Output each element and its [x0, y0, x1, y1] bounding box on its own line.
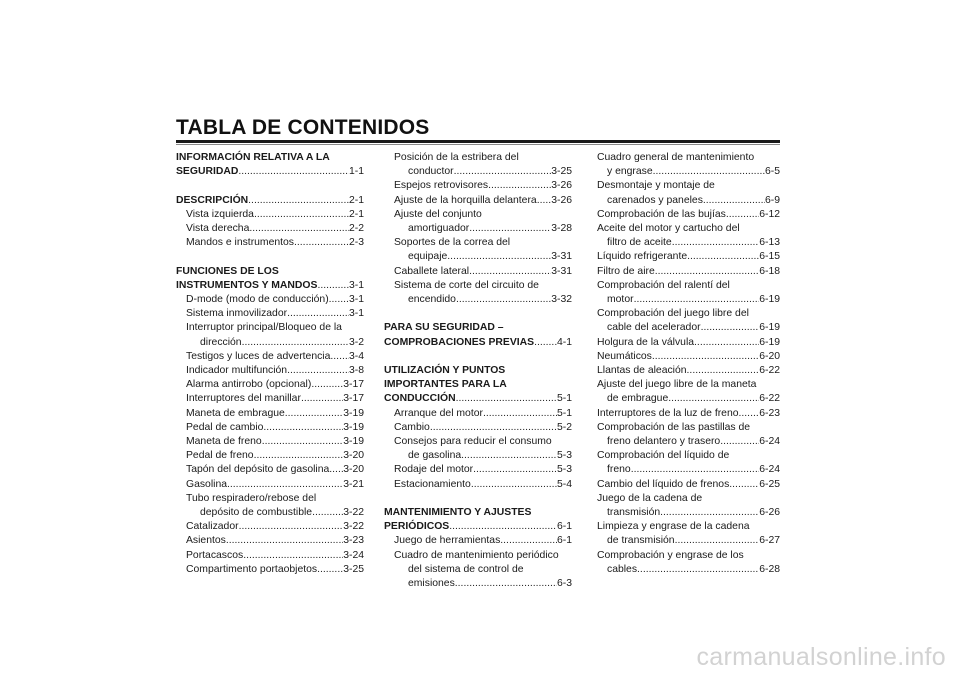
dot-leader — [652, 350, 759, 364]
toc-entry[interactable] — [597, 208, 780, 222]
toc-column-3 — [597, 151, 780, 577]
toc-entry[interactable] — [176, 421, 364, 435]
toc-entry-title: Vista izquierda — [186, 208, 254, 220]
toc-entry[interactable] — [176, 549, 364, 563]
toc-entry-line: Posición de la estribera del — [394, 152, 519, 163]
toc-entry-title: Maneta de embrague — [186, 407, 285, 419]
dot-leader — [655, 265, 759, 279]
dot-leader — [634, 293, 760, 307]
dot-leader — [254, 208, 349, 222]
toc-page-number: 6-12 — [759, 208, 780, 220]
toc-entry-line: Aceite del motor y cartucho del — [597, 223, 740, 235]
toc-entry-title: Testigos y luces de advertencia — [186, 350, 331, 362]
toc-entry[interactable] — [176, 478, 364, 492]
toc-entry-title: cables — [607, 563, 638, 575]
dot-leader — [317, 563, 343, 577]
toc-entry-line: Comprobación del líquido de — [597, 450, 730, 462]
toc-entry[interactable] — [176, 321, 364, 349]
dot-leader — [447, 250, 551, 264]
dot-leader — [675, 534, 760, 548]
toc-column-2 — [384, 151, 572, 591]
toc-entry-title: amortiguador — [408, 223, 470, 235]
toc-entry-line: Consejos para reducir el consumo — [394, 436, 552, 448]
toc-entry[interactable] — [597, 265, 780, 279]
toc-entry-title: Catalizador — [186, 521, 239, 533]
toc-entry-title: SEGURIDAD — [176, 166, 239, 178]
toc-page-number: 6-22 — [759, 393, 780, 405]
toc-entry-title: Comprobación de las bujías — [597, 208, 726, 220]
toc-entry-title: INSTRUMENTOS Y MANDOS — [176, 279, 318, 291]
dot-leader — [430, 421, 557, 435]
toc-page-number: 6-5 — [764, 166, 780, 178]
toc-entry-line: del sistema de control de — [408, 563, 524, 575]
toc-page-number: 3-26 — [551, 180, 572, 192]
dot-leader — [500, 534, 557, 548]
toc-entry-line: INFORMACIÓN RELATIVA A LA — [176, 152, 330, 163]
toc-page-number: 5-3 — [556, 450, 572, 462]
toc-page-number: 3-19 — [343, 436, 364, 448]
toc-page-number: 2-3 — [348, 237, 364, 249]
toc-page-number: 6-24 — [759, 464, 780, 476]
toc-entry-title: COMPROBACIONES PREVIAS — [384, 336, 535, 348]
dot-leader — [449, 520, 557, 534]
toc-entry-title: Pedal de freno — [186, 450, 254, 462]
dot-leader — [537, 194, 552, 208]
toc-entry-title: de transmisión — [607, 535, 675, 547]
toc-page-number: 3-20 — [343, 450, 364, 462]
toc-entry[interactable] — [597, 492, 780, 520]
toc-page-number: 2-1 — [348, 208, 364, 220]
toc-page-number: 5-1 — [556, 407, 572, 419]
toc-page-number: 4-1 — [556, 336, 572, 348]
toc-entry[interactable] — [597, 478, 780, 492]
toc-page-number: 3-19 — [343, 421, 364, 433]
toc-page-number: 6-1 — [556, 535, 572, 547]
toc-entry-title: PERIÓDICOS — [384, 521, 450, 533]
dot-leader — [739, 407, 760, 421]
toc-section[interactable] — [176, 151, 364, 179]
toc-entry[interactable] — [384, 549, 572, 592]
toc-entry[interactable] — [176, 407, 364, 421]
toc-entry-line: Sistema de corte del circuito de — [394, 279, 539, 291]
toc-page-number: 3-24 — [343, 549, 364, 561]
toc-entry-title: Cambio — [394, 421, 430, 433]
toc-page-number: 3-17 — [343, 379, 364, 391]
dot-leader — [227, 478, 343, 492]
toc-entry-title: Gasolina — [186, 478, 228, 490]
toc-entry[interactable] — [176, 563, 364, 577]
toc-entry-title: Alarma antirrobo (opcional) — [186, 379, 312, 391]
toc-page-number: 3-1 — [348, 294, 364, 305]
toc-page-number: 2-1 — [348, 194, 364, 206]
dot-leader — [461, 449, 557, 463]
toc-entry[interactable] — [597, 179, 780, 207]
toc-section[interactable] — [384, 321, 572, 349]
dot-leader — [687, 364, 760, 378]
toc-entry-line: UTILIZACIÓN Y PUNTOS — [384, 365, 506, 377]
toc-entry[interactable] — [597, 151, 780, 179]
toc-page-number: 6-13 — [759, 237, 780, 249]
dot-leader — [456, 293, 551, 307]
toc-entry-title: Llantas de aleación — [597, 365, 687, 377]
toc-page-number: 3-32 — [551, 294, 572, 306]
toc-entry-title: depósito de combustible — [200, 507, 313, 519]
dot-leader — [488, 179, 551, 193]
toc-entry[interactable] — [176, 449, 364, 463]
toc-entry[interactable] — [597, 421, 780, 449]
toc-entry[interactable] — [176, 435, 364, 449]
section-gap — [176, 179, 364, 193]
toc-entry[interactable] — [597, 378, 780, 406]
toc-page-number: 3-1 — [348, 308, 364, 320]
toc-page-number: 3-31 — [551, 265, 572, 277]
dot-leader — [254, 449, 344, 463]
toc-entry-title: transmisión — [607, 507, 661, 519]
toc-entry-title: Holgura de la válvula — [597, 336, 695, 348]
toc-page-number: 5-1 — [556, 393, 572, 405]
title-rule-shadow — [176, 144, 780, 145]
toc-entry[interactable] — [176, 534, 364, 548]
toc-section[interactable] — [176, 265, 364, 293]
toc-entry[interactable] — [597, 407, 780, 421]
section-gap — [384, 492, 572, 506]
toc-entry-title: equipaje — [408, 251, 448, 263]
toc-entry[interactable] — [384, 208, 572, 236]
toc-entry-title: cable del acelerador — [607, 322, 701, 334]
dot-leader — [726, 208, 759, 222]
dot-leader — [311, 378, 343, 392]
toc-entry[interactable] — [597, 336, 780, 350]
toc-entry[interactable] — [597, 449, 780, 477]
toc-page-number: 3-31 — [551, 251, 572, 263]
toc-entry[interactable] — [597, 279, 780, 307]
toc-entry-line: Cuadro de mantenimiento periódico — [394, 549, 559, 561]
dot-leader — [301, 392, 343, 406]
dot-leader — [456, 392, 557, 406]
toc-entry-title: Caballete lateral — [394, 265, 470, 277]
toc-page-number: 3-4 — [348, 350, 364, 362]
toc-entry[interactable] — [176, 236, 364, 250]
dot-leader — [242, 336, 349, 350]
toc-entry-title: emisiones — [408, 578, 455, 590]
dot-leader — [330, 350, 349, 364]
toc-entry-title: Líquido refrigerante — [597, 251, 688, 263]
toc-entry-title: Mandos e instrumentos — [186, 237, 295, 249]
dot-leader — [469, 265, 551, 279]
dot-leader — [653, 165, 765, 179]
dot-leader — [239, 520, 344, 534]
toc-page-number: 3-20 — [343, 464, 364, 476]
toc-entry-line: IMPORTANTES PARA LA — [384, 379, 507, 391]
dot-leader — [668, 392, 759, 406]
toc-section[interactable] — [384, 506, 572, 534]
toc-entry[interactable] — [384, 421, 572, 435]
toc-page-number: 5-2 — [556, 421, 572, 433]
toc-entry-title: Asientos — [186, 535, 226, 547]
toc-entry-title: de embrague — [607, 393, 669, 405]
dot-leader — [703, 194, 765, 208]
toc-entry-line: Juego de la cadena de — [597, 492, 703, 504]
dot-leader — [262, 435, 344, 449]
dot-leader — [660, 506, 759, 520]
dot-leader — [637, 563, 759, 577]
toc-entry-line: Ajuste del conjunto — [394, 208, 482, 220]
toc-page-number: 3-23 — [343, 535, 364, 547]
toc-entry[interactable] — [176, 293, 364, 307]
toc-entry-title: Pedal de cambio — [186, 421, 264, 433]
dot-leader — [317, 279, 349, 293]
toc-entry[interactable] — [597, 549, 780, 577]
toc-entry[interactable] — [176, 350, 364, 364]
dot-leader — [238, 165, 349, 179]
dot-leader — [454, 165, 552, 179]
toc-entry[interactable] — [384, 435, 572, 463]
toc-page-number: 3-28 — [551, 223, 572, 235]
toc-page-number: 3-1 — [348, 279, 364, 291]
toc-entry-title: Filtro de aire — [597, 265, 655, 277]
toc-entry[interactable] — [176, 492, 364, 520]
toc-entry-title: Estacionamiento — [394, 478, 471, 490]
toc-entry[interactable] — [384, 279, 572, 307]
toc-entry-line: Interruptor principal/Bloqueo de la — [186, 322, 342, 334]
toc-entry-title: DESCRIPCIÓN — [176, 194, 249, 206]
dot-leader — [694, 336, 759, 350]
toc-entry-title: D-mode (modo de conducción) — [186, 294, 329, 305]
toc-page-number: 6-24 — [759, 436, 780, 448]
dot-leader — [249, 222, 349, 236]
toc-entry-title: Portacascos — [186, 549, 244, 561]
toc-entry-title: de gasolina — [408, 450, 462, 462]
section-gap — [176, 250, 364, 264]
toc-page-number: 6-15 — [759, 251, 780, 263]
toc-page-number: 6-23 — [759, 407, 780, 419]
toc-entry[interactable] — [384, 407, 572, 421]
dot-leader — [248, 194, 349, 208]
toc-entry-title: Indicador multifunción — [186, 365, 288, 377]
toc-entry[interactable] — [176, 520, 364, 534]
toc-entry-line: Cuadro general de mantenimiento — [597, 152, 755, 163]
toc-entry[interactable] — [384, 478, 572, 492]
toc-page-number: 6-19 — [759, 336, 780, 348]
toc-page-number: 3-21 — [343, 478, 364, 490]
title-rule — [176, 140, 780, 143]
toc-column-1 — [176, 151, 364, 577]
toc-entry-title: filtro de aceite — [607, 237, 672, 249]
dot-leader — [285, 407, 343, 421]
toc-page-number: 5-3 — [556, 464, 572, 476]
toc-entry-title: Compartimento portaobjetos — [186, 563, 318, 575]
toc-entry-title: dirección — [200, 336, 242, 348]
toc-page-number: 6-25 — [759, 478, 780, 490]
toc-page-number: 6-20 — [759, 350, 780, 362]
toc-page-number: 1-1 — [348, 166, 364, 178]
toc-entry[interactable] — [384, 151, 572, 179]
toc-entry[interactable] — [176, 392, 364, 406]
toc-entry-title: Sistema inmovilizador — [186, 308, 288, 320]
toc-entry-title: Arranque del motor — [394, 407, 483, 419]
toc-entry-line: Ajuste del juego libre de la maneta — [597, 379, 757, 391]
dot-leader — [329, 463, 343, 477]
toc-entry-line: Comprobación de las pastillas de — [597, 421, 751, 433]
toc-entry[interactable] — [384, 179, 572, 193]
toc-entry-title: Espejos retrovisores — [394, 180, 489, 192]
dot-leader — [534, 336, 557, 350]
toc-entry[interactable] — [176, 364, 364, 378]
toc-page-number: 3-25 — [551, 166, 572, 178]
toc-entry-title: Ajuste de la horquilla delantera — [394, 194, 537, 206]
toc-entry-line: Comprobación del juego libre del — [597, 308, 749, 320]
dot-leader — [483, 407, 557, 421]
toc-entry-title: Maneta de freno — [186, 436, 262, 448]
watermark: carmanualsonline.info — [696, 643, 946, 671]
toc-page-number: 6-9 — [764, 194, 780, 206]
dot-leader — [729, 478, 759, 492]
dot-leader — [312, 506, 343, 520]
toc-entry-title: Neumáticos — [597, 350, 652, 362]
section-gap — [384, 350, 572, 364]
toc-page-number: 3-19 — [343, 407, 364, 419]
toc-page-number: 3-25 — [343, 563, 364, 575]
dot-leader — [243, 549, 343, 563]
toc-page-number: 6-3 — [556, 578, 572, 590]
toc-entry[interactable] — [597, 520, 780, 548]
toc-entry[interactable] — [597, 222, 780, 250]
toc-entry[interactable] — [384, 236, 572, 264]
toc-entry-title: motor — [607, 294, 634, 306]
dot-leader — [473, 463, 557, 477]
toc-page-number: 3-26 — [551, 194, 572, 206]
dot-leader — [226, 534, 343, 548]
toc-page-number: 6-28 — [759, 563, 780, 575]
toc-entry-title: Interruptores de la luz de freno — [597, 407, 739, 419]
toc-entry[interactable] — [384, 194, 572, 208]
toc-page-number: 6-27 — [759, 535, 780, 547]
dot-leader — [455, 577, 557, 591]
toc-page-number: 3-22 — [343, 521, 364, 533]
dot-leader — [687, 250, 759, 264]
toc-entry-title: Rodaje del motor — [394, 464, 474, 476]
toc-page-number: 6-19 — [759, 322, 780, 334]
dot-leader — [329, 293, 349, 307]
toc-entry[interactable] — [384, 534, 572, 548]
toc-page-number: 6-1 — [556, 521, 572, 533]
toc-entry-title: CONDUCCIÓN — [384, 393, 456, 405]
toc-page-number: 6-26 — [759, 507, 780, 519]
toc-entry[interactable] — [597, 250, 780, 264]
toc-section[interactable] — [384, 364, 572, 407]
dot-leader — [294, 236, 349, 250]
toc-page-number: 6-19 — [759, 294, 780, 306]
toc-entry-title: Juego de herramientas — [394, 535, 501, 547]
toc-entry[interactable] — [384, 463, 572, 477]
toc-entry-title: freno delantero y trasero — [607, 436, 721, 448]
dot-leader — [720, 435, 759, 449]
toc-entry-line: PARA SU SEGURIDAD – — [384, 322, 504, 334]
toc-entry-line: Limpieza y engrase de la cadena — [597, 521, 750, 533]
toc-entry[interactable] — [176, 222, 364, 236]
toc-page-number: 5-4 — [556, 478, 572, 490]
dot-leader — [701, 321, 760, 335]
toc-page-number: 3-17 — [343, 393, 364, 405]
toc-entry-line: FUNCIONES DE LOS — [176, 265, 279, 277]
dot-leader — [471, 478, 557, 492]
toc-entry-title: Vista derecha — [186, 223, 250, 234]
dot-leader — [672, 236, 760, 250]
dot-leader — [263, 421, 343, 435]
dot-leader — [469, 222, 551, 236]
toc-entry[interactable] — [597, 307, 780, 335]
toc-entry-title: encendido — [408, 294, 456, 306]
page-title: TABLA DE CONTENIDOS — [176, 116, 430, 139]
toc-section[interactable] — [176, 194, 364, 208]
dot-leader — [631, 463, 760, 477]
toc-entry-title: y engrase — [607, 166, 653, 178]
toc-entry-line: Comprobación del ralentí del — [597, 279, 730, 291]
toc-entry-line: Comprobación y engrase de los — [597, 549, 744, 561]
toc-entry-title: Interruptores del manillar — [186, 393, 301, 405]
toc-entry-title: Tapón del depósito de gasolina — [186, 464, 330, 476]
toc-entry-title: freno — [607, 464, 631, 476]
toc-page-number: 2-2 — [348, 223, 364, 234]
toc-entry[interactable] — [176, 307, 364, 321]
dot-leader — [287, 307, 349, 321]
toc-entry[interactable] — [176, 208, 364, 222]
dot-leader — [287, 364, 349, 378]
toc-entry-line: Soportes de la correa del — [394, 237, 511, 249]
toc-page-number: 3-8 — [348, 365, 364, 377]
toc-entry-line: MANTENIMIENTO Y AJUSTES — [384, 507, 532, 519]
section-gap — [384, 307, 572, 321]
toc-entry[interactable] — [176, 378, 364, 392]
toc-entry-line: Desmontaje y montaje de — [597, 180, 715, 192]
toc-entry-line: Tubo respiradero/rebose del — [186, 492, 317, 504]
toc-page-number: 3-2 — [348, 336, 364, 348]
toc-entry[interactable] — [384, 265, 572, 279]
toc-entry[interactable] — [176, 463, 364, 477]
toc-page-number: 3-22 — [343, 507, 364, 519]
toc-entry-title: carenados y paneles — [607, 194, 703, 206]
toc-page-number: 6-22 — [759, 365, 780, 377]
toc-entry-title: Cambio del líquido de frenos — [597, 478, 730, 490]
toc-page-number: 6-18 — [759, 265, 780, 277]
toc-entry-title: conductor — [408, 166, 454, 178]
toc-entry[interactable] — [597, 364, 780, 378]
toc-entry[interactable] — [597, 350, 780, 364]
